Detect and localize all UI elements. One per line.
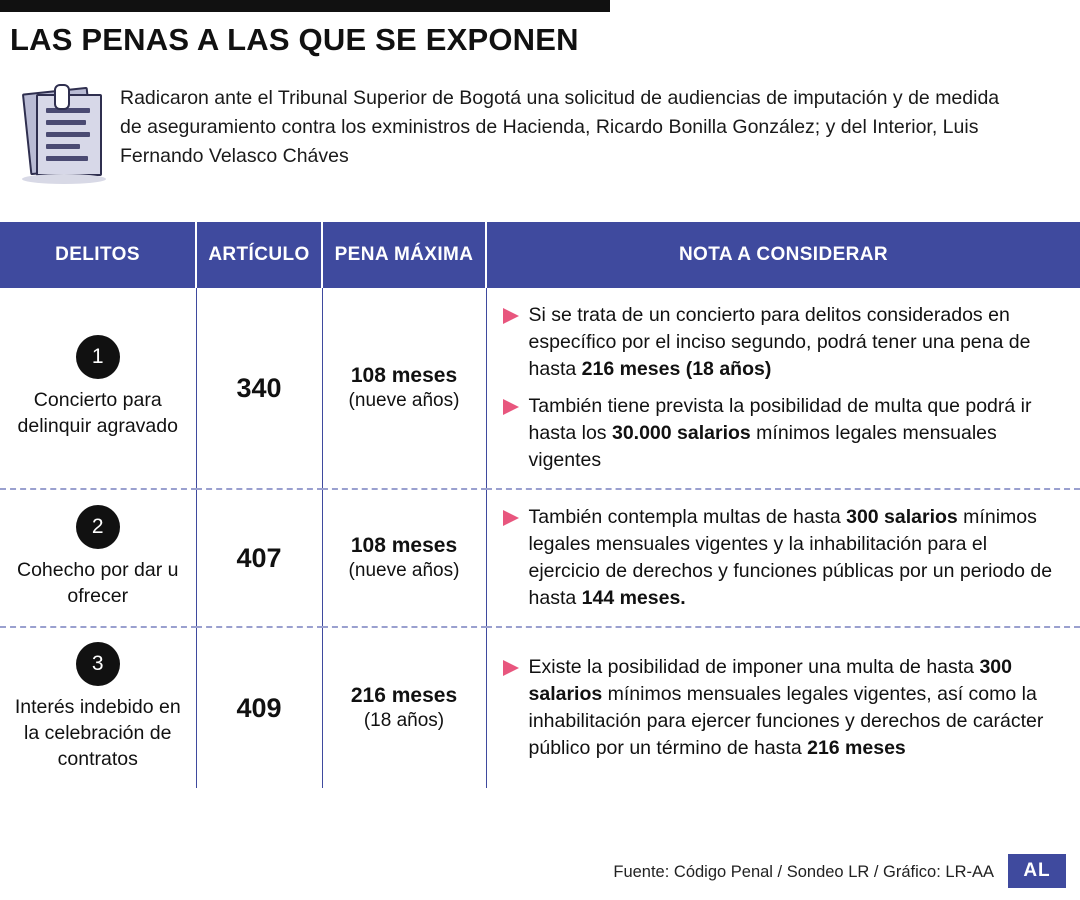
- cell-articulo: 407: [196, 489, 322, 627]
- nota-text: Si se trata de un concierto para delitos considerados en específico por el inciso segundo, podrá tener una pena de hasta 216 meses (18 años): [528, 304, 1031, 380]
- cell-articulo: 409: [196, 627, 322, 788]
- nota-text: Existe la posibilidad de imponer una multa de hasta 300 salarios mínimos mensuales legales vigentes, así como la inhabilitación para ejercer funciones y derechos de carácter público por un término de hasta 216 meses: [528, 656, 1044, 759]
- column-header-nota: NOTA A CONSIDERAR: [486, 222, 1080, 288]
- delito-label: Concierto para delinquir agravado: [17, 389, 178, 437]
- table-row: [0, 288, 1080, 489]
- triangle-right-icon: [501, 509, 529, 527]
- pena-years: (nueve años): [348, 560, 460, 581]
- nota-item: [501, 654, 1059, 762]
- table-row: [0, 627, 1080, 788]
- documents-icon: [10, 82, 120, 192]
- intro-text: Radicaron ante el Tribunal Superior de Bogotá una solicitud de audiencias de imputación y de medida de aseguramiento contra los exministros de Hacienda, Ricardo Bonilla González; y del Interior, Luis Fernando Velasco Cháves: [120, 87, 1000, 167]
- cell-pena-maxima: [322, 288, 486, 489]
- cell-nota: [486, 288, 1080, 489]
- nota-item: [501, 504, 1059, 612]
- cell-delito: [0, 627, 196, 788]
- column-header-articulo: ARTÍCULO: [196, 222, 322, 288]
- row-number-badge: 1: [76, 335, 120, 379]
- cell-delito: [0, 489, 196, 627]
- source-note: Fuente: Código Penal / Sondeo LR / Gráfico: LR-AA: [613, 863, 994, 881]
- pena-years: (nueve años): [348, 390, 460, 411]
- cell-nota: [486, 627, 1080, 788]
- triangle-right-icon: [501, 659, 529, 677]
- page-title: LAS PENAS A LAS QUE SE EXPONEN: [10, 22, 579, 57]
- column-header-pena-maxima: PENA MÁXIMA: [322, 222, 486, 288]
- triangle-right-icon: [501, 307, 529, 325]
- pena-years: (18 años): [363, 710, 445, 731]
- penalties-table: [0, 222, 1080, 788]
- cell-articulo: 340: [196, 288, 322, 489]
- table-row: [0, 489, 1080, 627]
- cell-pena-maxima: [322, 489, 486, 627]
- table-body: [0, 288, 1080, 788]
- intro-block: [10, 82, 1070, 192]
- column-header-delitos: DELITOS: [0, 222, 196, 288]
- row-number-badge: 3: [76, 642, 120, 686]
- pena-value: 108 meses: [350, 364, 458, 387]
- pena-value: 108 meses: [350, 534, 458, 557]
- cell-nota: [486, 489, 1080, 627]
- publisher-logo: AL: [1008, 854, 1066, 888]
- pena-value: 216 meses: [350, 684, 458, 707]
- top-accent-bar: [0, 0, 610, 12]
- delito-label: Cohecho por dar u ofrecer: [16, 559, 179, 607]
- cell-pena-maxima: [322, 627, 486, 788]
- table-header-row: [0, 222, 1080, 288]
- nota-text: También tiene prevista la posibilidad de multa que podrá ir hasta los 30.000 salarios mínimos legales mensuales vigentes: [528, 395, 1032, 471]
- nota-item: [501, 302, 1059, 383]
- nota-item: [501, 393, 1059, 474]
- row-number-badge: 2: [76, 505, 120, 549]
- delito-label: Interés indebido en la celebración de contratos: [14, 696, 181, 770]
- nota-text: También contempla multas de hasta 300 salarios mínimos legales mensuales vigentes y la inhabilitación para el ejercicio de derechos y funciones públicas por un periodo de hasta 144 meses.: [528, 506, 1053, 609]
- cell-delito: [0, 288, 196, 489]
- triangle-right-icon: [501, 398, 529, 416]
